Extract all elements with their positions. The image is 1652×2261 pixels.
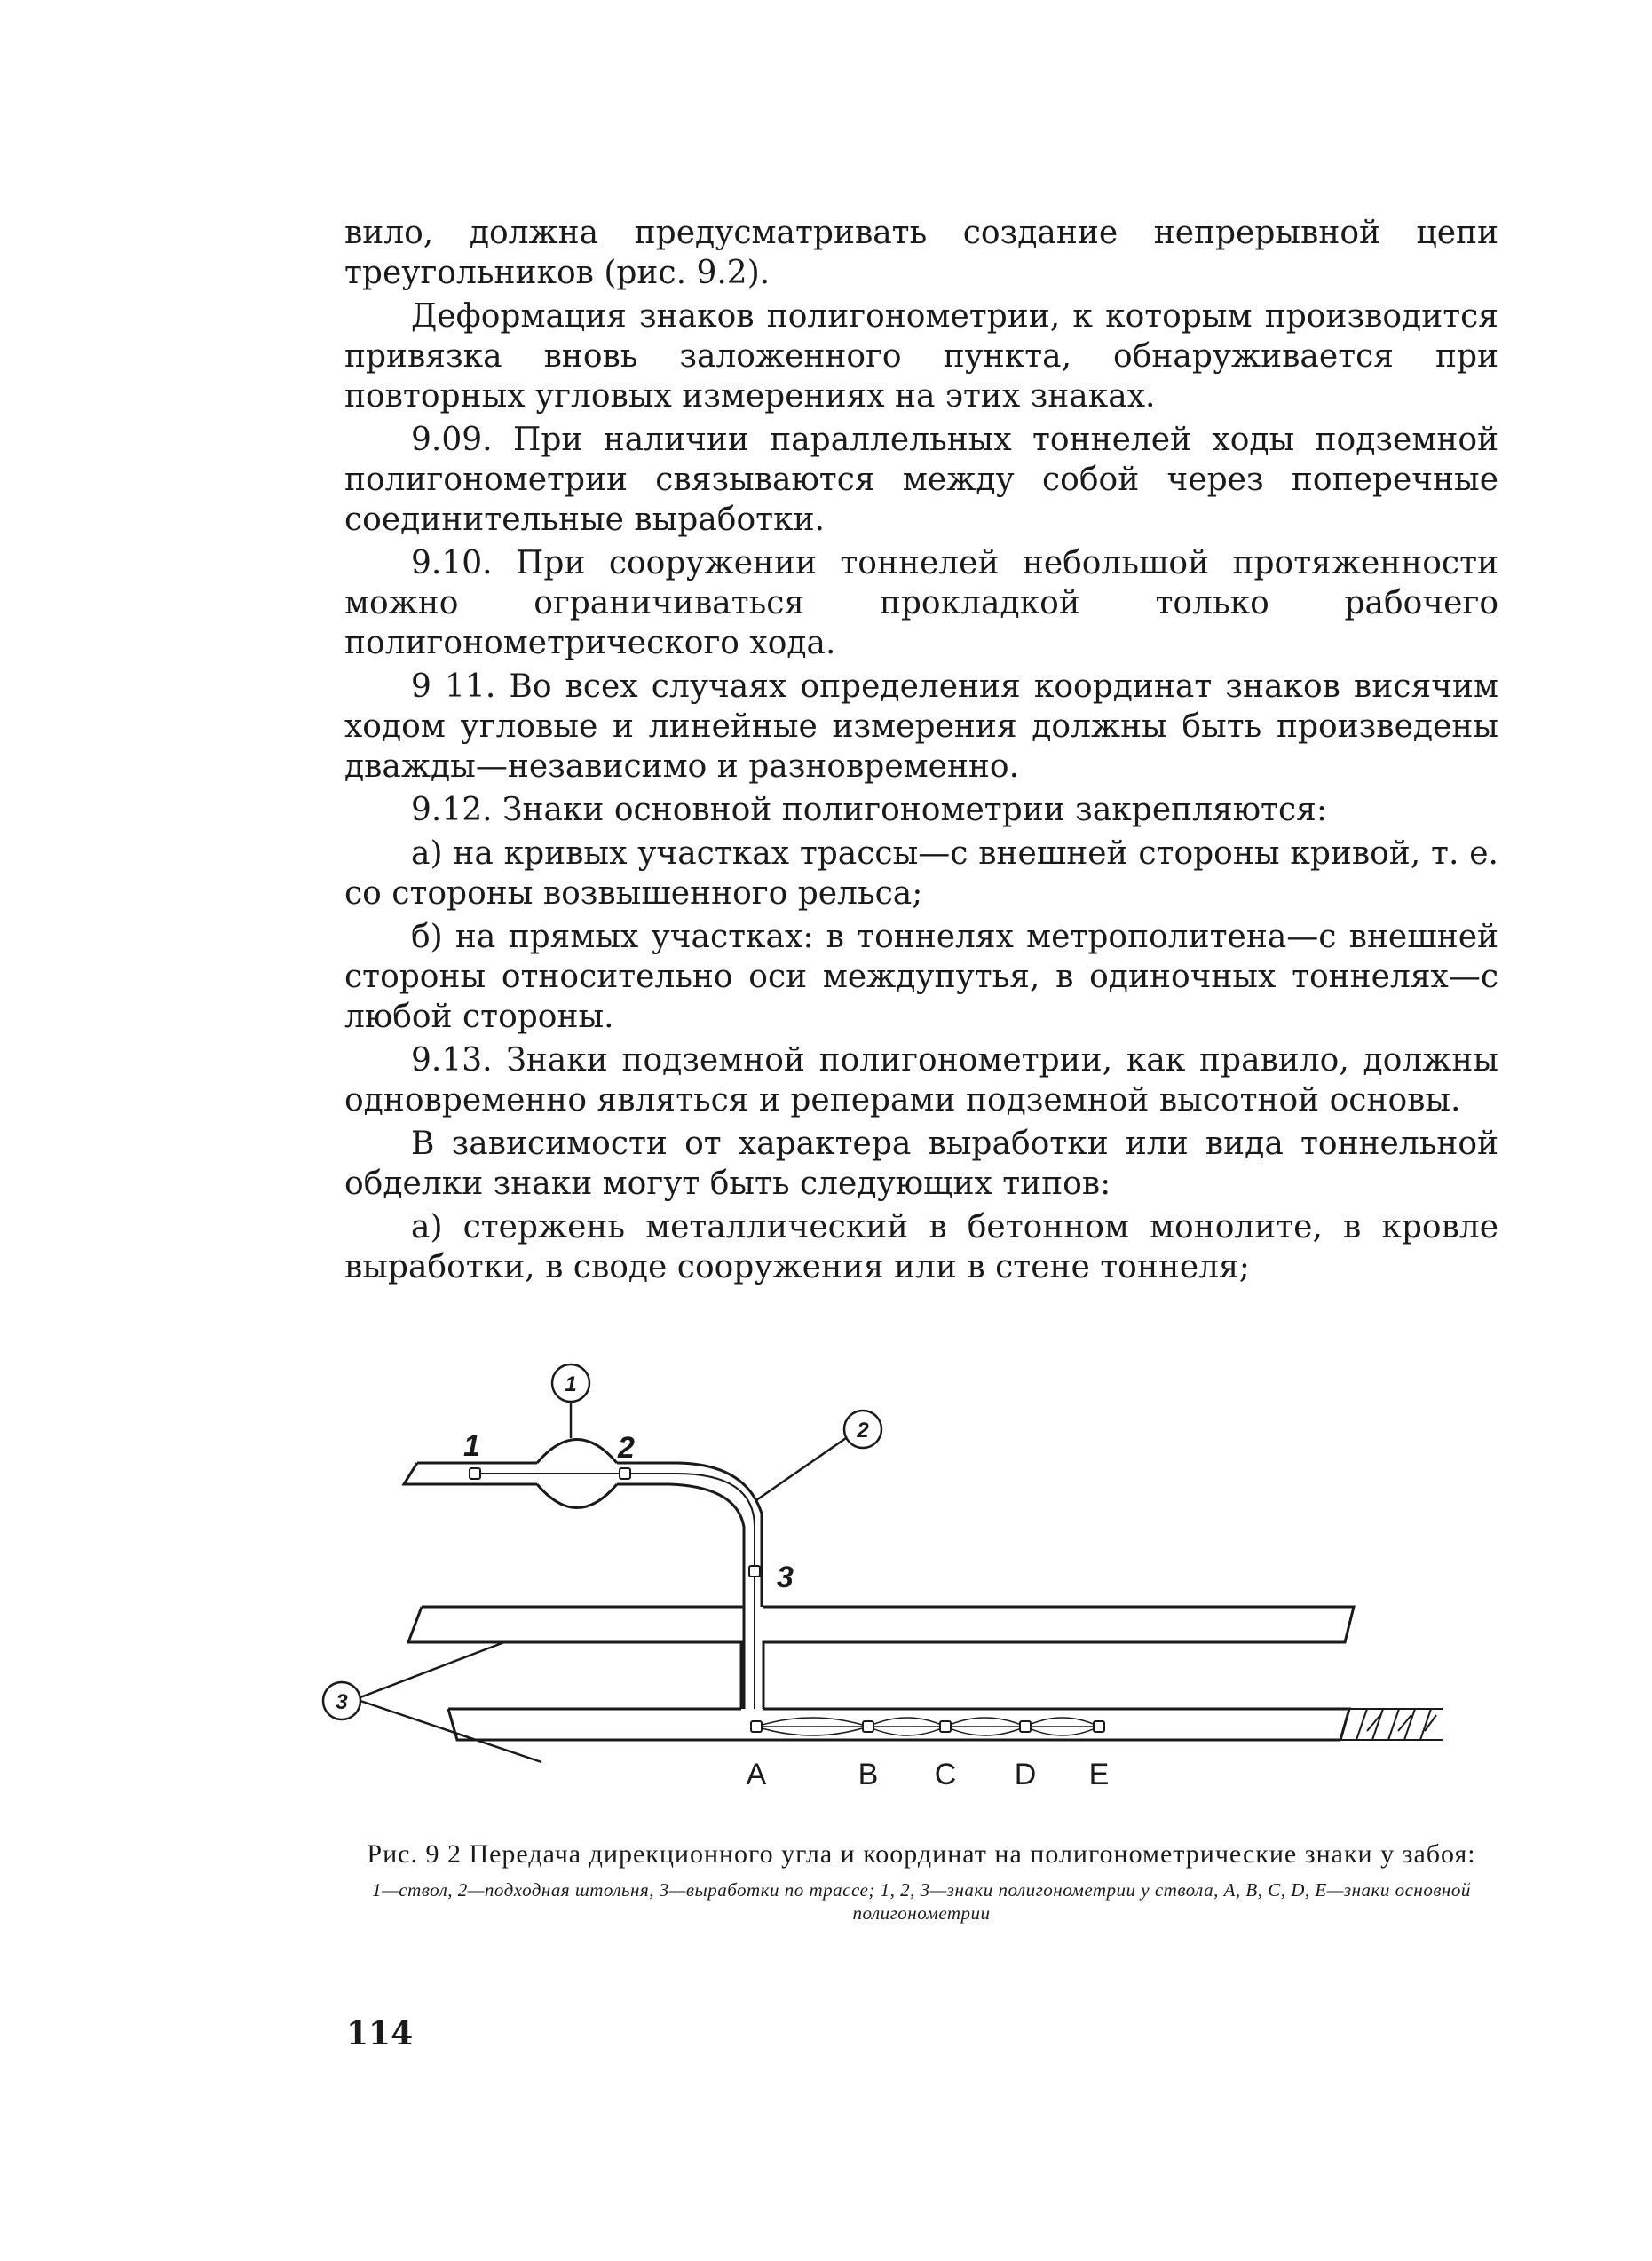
paragraph: 9.09. При наличии параллельных тоннелей ходы подземной полигонометрии связываются между собой через поперечные соединительные выработки. [344,422,1498,538]
caption-title: Рис. 9 2 Передача дирекционного угла и координат на полигонометрические знаки у забоя: [367,1839,1476,1869]
paragraph: а) стержень металлический в бетонном монолите, в кровле выработки, в своде сооружения или в стене тоннеля; [344,1209,1498,1285]
point-letter-label: A [746,1758,767,1791]
point-number-label: 2 [618,1431,635,1465]
point-c-marker [940,1721,951,1732]
paragraph: а) на кривых участках трассы—с внешней стороны кривой, т. е. со стороны возвышенного рельса; [344,835,1498,912]
middle-tunnel [408,1596,1354,1709]
point-letter-label: D [1014,1758,1037,1791]
callout-label: 3 [336,1690,348,1714]
paragraph: 9.10. При сооружении тоннелей небольшой протяженности можно ограничиваться прокладкой только рабочего полигонометрического хода. [344,545,1498,661]
point-2-marker [620,1468,630,1479]
point-a-marker [751,1721,762,1732]
paragraph: 9 11. Во всех случаях определения координат знаков висячим ходом угловые и линейные измерения должны быть произведены дважды—независимо и разновременно. [344,668,1498,785]
survey-points [470,1468,1104,1732]
paragraph: В зависимости от характера выработки или вида тоннельной обделки знаки могут быть следующих типов: [344,1126,1498,1202]
point-number-label: 1 [463,1429,480,1463]
paragraph: 9.12. Знаки основной полигонометрии закрепляются: [411,792,1327,828]
braced-traverse [756,1718,1099,1735]
point-d-marker [1020,1721,1031,1732]
point-1-marker [470,1468,480,1479]
callouts [323,1364,881,1762]
paragraph: б) на прямых участках: в тоннелях метрополитена—с внешней стороны относительно оси междупутья, в одиночных тоннелях—с любой стороны. [344,919,1498,1035]
tunnel-face-hatching [1356,1709,1436,1740]
callout-label: 1 [565,1372,577,1396]
point-number-label: 3 [777,1561,794,1594]
paragraph: 9.13. Знаки подземной полигонометрии, как правило, должны одновременно являться и реперами подземной высотной основы. [344,1042,1498,1119]
figure-9-2 [320,1349,1545,1820]
point-letter-label: C [934,1758,957,1791]
shaft-bottom-arc [537,1484,617,1508]
point-3-marker [749,1566,760,1577]
paragraph: Деформация знаков полигонометрии, к которым производится привязка вновь заложенного пункта, обнаруживается при повторных угловых измерениях на этих знаках. [344,298,1498,415]
point-letter-label: B [858,1758,879,1791]
paragraph: вило, должна предусматривать создание непрерывной цепи треугольников (рис. 9.2). [344,215,1498,291]
page-number: 114 [346,2015,414,2052]
callout-labels [336,1372,869,1714]
adit-gallery [404,1440,762,1710]
callout-label: 2 [857,1419,869,1443]
caption-legend: 1—ствол, 2—подходная штольня, 3—выработки по трассе; 1, 2, 3—знаки полигонометрии у ствола, A, B, C, D, E—знаки основной полигонометрии [372,1879,1471,1924]
point-letter-label: E [1088,1758,1110,1791]
shaft-top-arc [537,1440,617,1464]
point-e-marker [1094,1721,1104,1732]
figure-caption [344,1839,1498,1925]
tunnel-diagram [320,1349,1545,1820]
letter-labels [747,1758,1110,1791]
body-text [344,213,1498,1291]
point-b-marker [863,1721,873,1732]
traverse-line [475,1474,755,1709]
